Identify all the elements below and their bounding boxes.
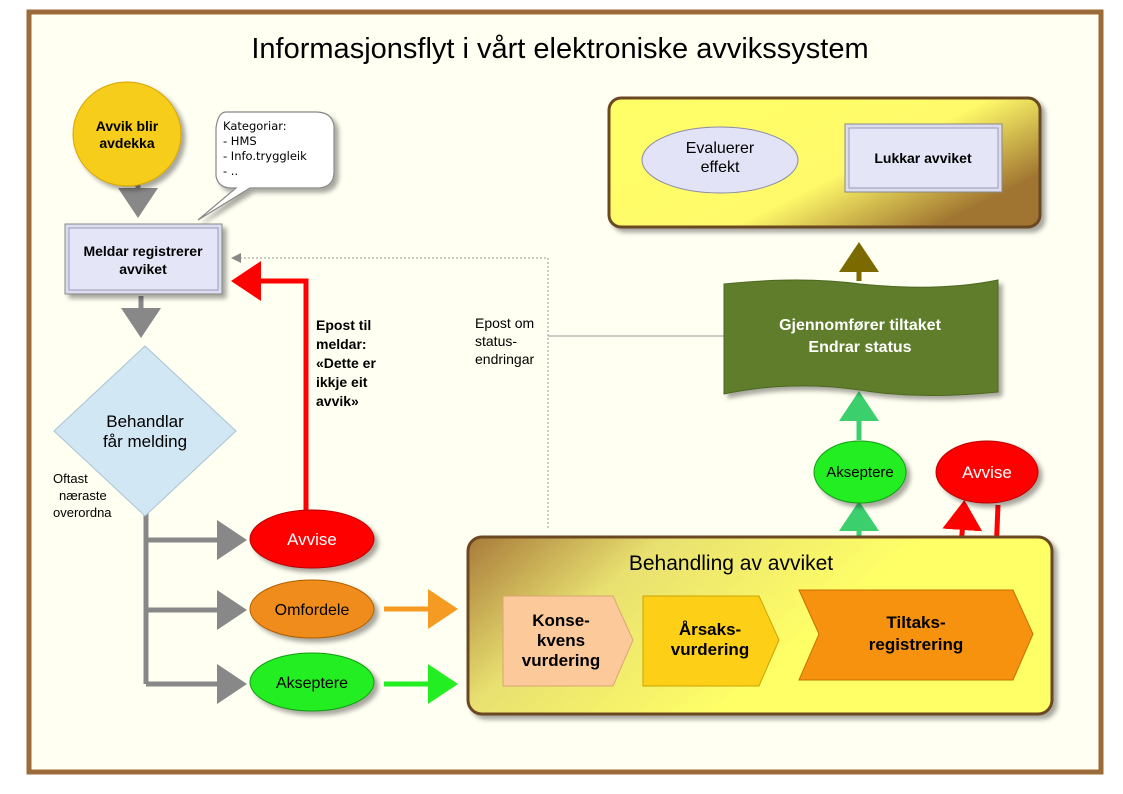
reject-1-label: Avvise xyxy=(287,530,337,549)
diagram-title: Informasjonsflyt i vårt elektroniske avvikssystem xyxy=(251,33,869,65)
reassign-node xyxy=(250,580,374,638)
register-box xyxy=(65,224,222,294)
email-status-line-2: status- xyxy=(475,333,518,349)
step-3-label-2: registrering xyxy=(868,635,964,654)
processing-title: Behandling av avviket xyxy=(628,552,834,575)
email-status-note xyxy=(470,312,546,370)
step-1-label-3: vurdering xyxy=(521,651,601,670)
evaluate-label-2: effekt xyxy=(700,159,740,176)
reassign-label: Omfordele xyxy=(274,602,350,619)
step-2-label-1: Årsaks- xyxy=(678,620,742,639)
handler-label-2: får melding xyxy=(102,432,188,451)
callout-line-3: - Info.tryggleik xyxy=(223,149,307,163)
accept-1-label: Akseptere xyxy=(275,675,349,692)
accept-node-1 xyxy=(250,653,374,711)
step-1-label-1: Konse- xyxy=(532,611,590,630)
close-label: Lukkar avviket xyxy=(874,150,972,166)
reject-node-2 xyxy=(936,441,1038,503)
processing-box xyxy=(468,537,1052,714)
email-reject-line-4: ikkje eit xyxy=(316,374,368,390)
callout-line-4: - .. xyxy=(223,164,239,178)
start-label-1: Avvik blir xyxy=(95,118,159,134)
email-reject-line-1: Epost til xyxy=(316,317,372,333)
email-status-line-3: endringar xyxy=(475,351,535,367)
reject-node-1 xyxy=(250,510,374,568)
register-label-1: Meldar registrerer xyxy=(83,243,203,259)
reject-2-label: Avvise xyxy=(962,463,1012,482)
accept-node-2 xyxy=(814,441,906,503)
accept-2-label: Akseptere xyxy=(826,464,894,481)
register-label-2: avviket xyxy=(119,261,167,277)
email-reject-line-2: meldar: xyxy=(316,336,367,352)
email-reject-line-5: avvik» xyxy=(316,393,359,409)
implement-node xyxy=(724,280,998,396)
callout-line-1: Kategoriar: xyxy=(223,119,287,133)
handler-note-1: Oftast xyxy=(53,471,88,486)
handler-label-1: Behandlar xyxy=(106,412,184,431)
evaluate-label-1: Evaluerer xyxy=(685,140,755,157)
implement-label-1: Gjennomfører tiltaket xyxy=(779,317,941,334)
step-2-label-2: vurdering xyxy=(670,640,750,659)
start-node xyxy=(73,82,181,186)
start-label-2: avdekka xyxy=(99,135,155,151)
step-3-label-1: Tiltaks- xyxy=(886,613,946,632)
callout-line-2: - HMS xyxy=(223,134,257,148)
email-reject-line-3: «Dette er xyxy=(316,355,376,371)
email-status-line-1: Epost om xyxy=(475,315,535,331)
evaluation-box xyxy=(609,98,1040,227)
handler-note-2: næraste xyxy=(59,488,107,503)
handler-note-3: overordna xyxy=(53,505,112,520)
implement-label-2: Endrar status xyxy=(808,339,912,356)
step-1-label-2: kvens xyxy=(536,631,586,650)
